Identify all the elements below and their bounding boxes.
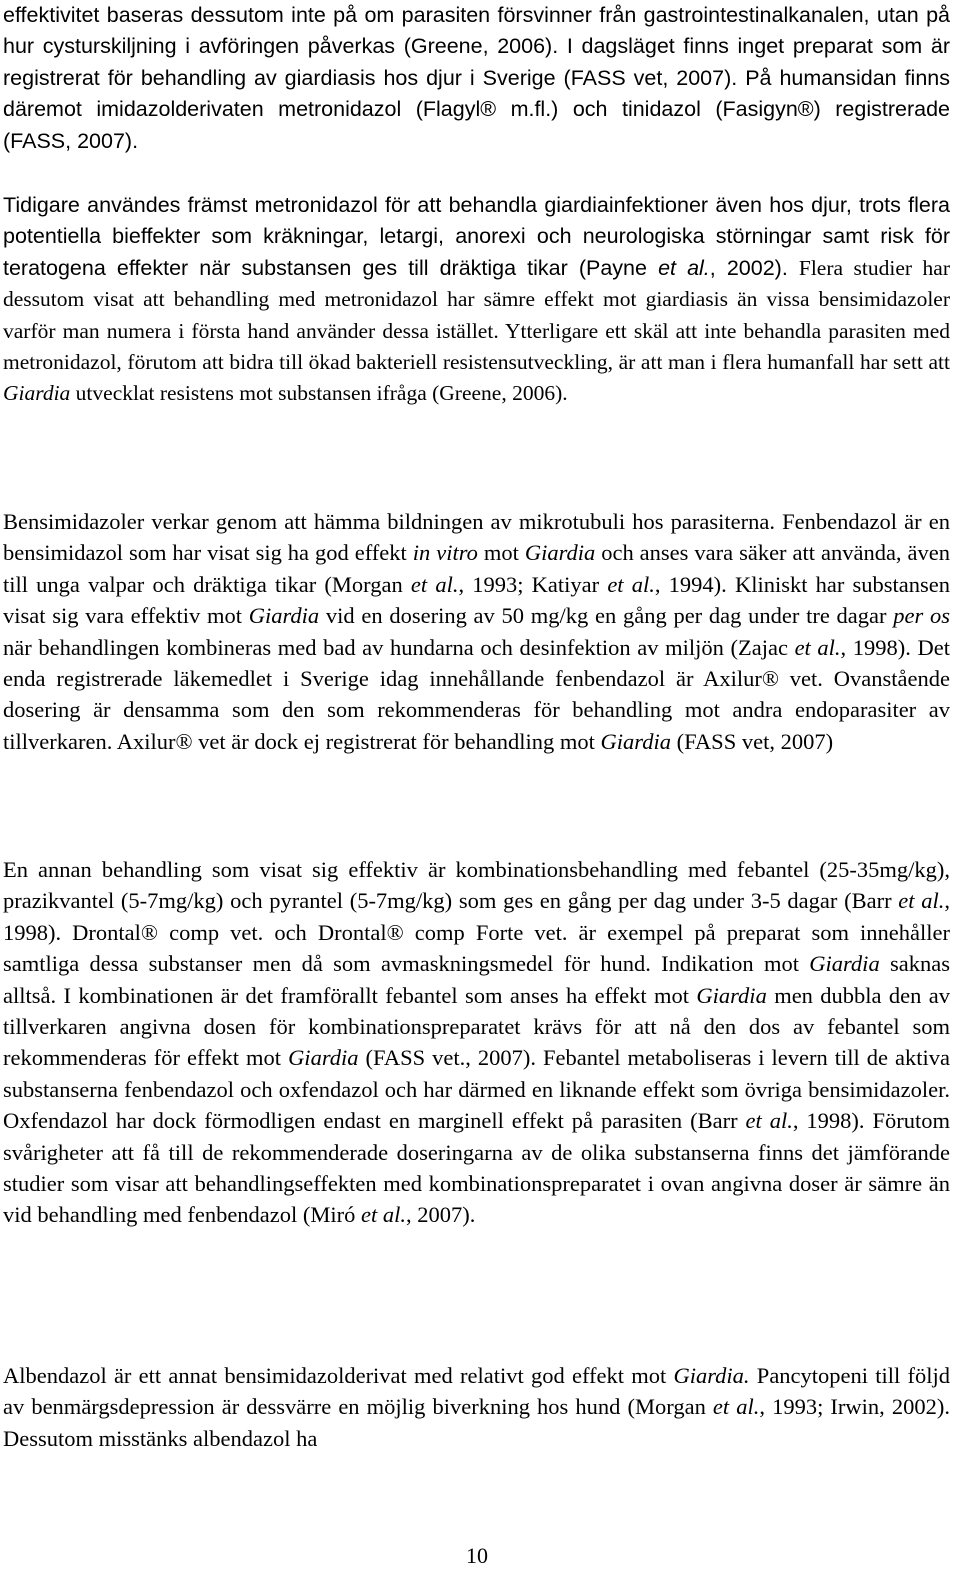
paragraph-4-text-4: men dubbla den av tillverkaren angivna dosen för kombinationspreparatet krävs för att nå den dos av febantel som rekommenderas för effekt mot <box>3 982 950 1071</box>
paragraph-2-italic-giardia-1: Giardia <box>3 381 71 406</box>
paragraph-3-text-6: vid en dosering av 50 mg/kg en gång per dag under tre dagar <box>319 603 894 629</box>
paragraph-2-text-3: Flera studier har dessutom visat att behandling med metronidazol har sämre effekt mot giardiasis än vissa bensimidazoler varför man numera i första hand använder dessa istället. Ytterligare ett skäl att inte behandla parasiten med metronidazol, förutom att bidra till ökad bakteriell resistensutveckling, är att man i flera humanfall har sett att <box>3 255 950 375</box>
paragraph-5-text-3: , 1993; Irwin, 2002). Dessutom misstänks albendazol ha <box>3 1394 950 1451</box>
paragraph-2 <box>3 190 950 410</box>
paragraph-4-italic-citation-3: et al. <box>361 1202 407 1228</box>
paragraph-4-text-3: saknas alltså. I kombinationen är det framförallt febantel som anses ha effekt mot <box>3 951 950 1008</box>
paragraph-4-text-6: , 1998). Förutom svårigheter att få till de rekommenderade doseringarna av de olika substanserna finns det jämförande studier som visar att behandlingseffekten med kombinationspreparatet i ovan angivna doser är sämre än vid behandling med fenbendazol (Miró <box>3 1108 950 1228</box>
paragraph-3-italic-giardia-3: Giardia <box>600 728 671 754</box>
paragraph-3-text-8: , 1998). Det enda registrerade läkemedlet i Sverige idag innehållande fenbendazol är Axilur® vet. Ovanstående dosering är densamma som den som rekommenderas för behandling mot andra endoparasiter av tillverkaren. Axilur® vet är dock ej registrerat för behandling mot <box>3 634 950 754</box>
paragraph-4-text-7: , 2007). <box>406 1202 476 1228</box>
paragraph-3-text-1: Bensimidazoler verkar genom att hämma bildningen av mikrotubuli hos parasiterna. Fenbendazol är en bensimidazol som har visat sig ha god effekt <box>3 509 950 566</box>
paragraph-4-italic-giardia-1: Giardia <box>809 951 880 977</box>
paragraph-3-text-9: (FASS vet, 2007) <box>670 728 834 754</box>
paragraph-4 <box>3 854 950 1231</box>
paragraph-2-text-1: Tidigare användes främst metronidazol för att behandla giardiainfektioner även hos djur, trots flera potentiella bieffekter som kräkningar, letargi, anorexi och neurologiska störningar samt risk för teratogena effekter när substansen ges till dräktiga tikar (Payne <box>3 193 950 280</box>
paragraph-2-text-4: utvecklat resistens mot substansen ifråga (Greene, 2006). <box>70 381 568 406</box>
paragraph-3-text-3: och anses vara säker att använda, även till unga valpar och dräktiga tikar (Morgan <box>3 540 950 597</box>
paragraph-3-italic-citation-3: et al. <box>794 634 841 660</box>
paragraph-4-italic-giardia-2: Giardia <box>696 982 767 1008</box>
paragraph-5-text-2: Pancytopeni till följd av benmärgsdepression är dessvärre en möjlig biverkning hos hund (Morgan <box>3 1363 951 1420</box>
paragraph-3-italic-giardia-1: Giardia <box>524 540 596 566</box>
paragraph-3-italic-in-vitro: in vitro <box>412 540 478 566</box>
paragraph-3-text-7: när behandlingen kombineras med bad av hundarna och desinfektion av miljön (Zajac <box>3 634 795 660</box>
paragraph-3-text-2: mot <box>477 540 525 566</box>
paragraph-3-text-5: , 1994). Kliniskt har substansen visat sig vara effektiv mot <box>3 571 951 629</box>
paragraph-1 <box>3 0 950 157</box>
page-number: 10 <box>466 1543 488 1568</box>
paragraph-4-text-5: (FASS vet., 2007). Febantel metaboliseras i levern till de aktiva substanserna fenbendazol och oxfendazol och har därmed en liknande effekt som övriga bensimidazoler. Oxfendazol har dock förmodligen endast en marginell effekt på parasiten (Barr <box>3 1045 951 1134</box>
paragraph-3-italic-citation-1: et al. <box>410 571 459 597</box>
paragraph-3-italic-per-os: per os <box>893 603 950 629</box>
paragraph-3-italic-giardia-2: Giardia <box>248 603 320 629</box>
paragraph-2-text-2: , 2002). <box>709 255 799 280</box>
paragraph-3-text-4: , 1993; Katiyar <box>458 571 608 597</box>
paragraph-3-italic-citation-2: et al. <box>607 571 655 597</box>
paragraph-4-italic-citation-1: et al. <box>898 888 945 914</box>
paragraph-5-italic-citation-1: et al. <box>712 1394 760 1420</box>
paragraph-4-text-1: En annan behandling som visat sig effektiv är kombinationsbehandling med febantel (25-35mg/kg), prazikvantel (5-7mg/kg) och pyrantel (5-7mg/kg) som ges en gång per dag under 3-5 dagar (Barr <box>3 857 950 914</box>
paragraph-4-italic-giardia-3: Giardia <box>288 1045 359 1071</box>
paragraph-1-text-1: effektivitet baseras dessutom inte på om parasiten försvinner från gastrointestinalkanalen, utan på hur cysturskiljning i avföringen påverkas (Greene, 2006). I dagsläget finns inget preparat som är registrerat för behandling av giardiasis hos djur i Sverige (FASS vet, 2007). På humansidan finns däremot imidazolderivaten metronidazol (Flagyl® m.fl.) och tinidazol (Fasigyn®) registrerade (FASS, 2007). <box>3 3 950 153</box>
paragraph-5 <box>3 1360 950 1454</box>
paragraph-4-italic-citation-2: et al. <box>745 1108 793 1134</box>
paragraph-4-text-2: , 1998). Drontal® comp vet. och Drontal® comp Forte vet. är exempel på preparat som innehåller samtliga dessa substanser men då som avmaskningsmedel för hund. Indikation mot <box>3 888 950 977</box>
paragraph-5-italic-giardia-1: Giardia. <box>673 1363 750 1388</box>
paragraph-2-italic-citation-1: et al. <box>658 255 710 280</box>
paragraph-5-text-1: Albendazol är ett annat bensimidazolderivat med relativt god effekt mot <box>3 1363 674 1388</box>
paragraph-3 <box>3 506 950 757</box>
